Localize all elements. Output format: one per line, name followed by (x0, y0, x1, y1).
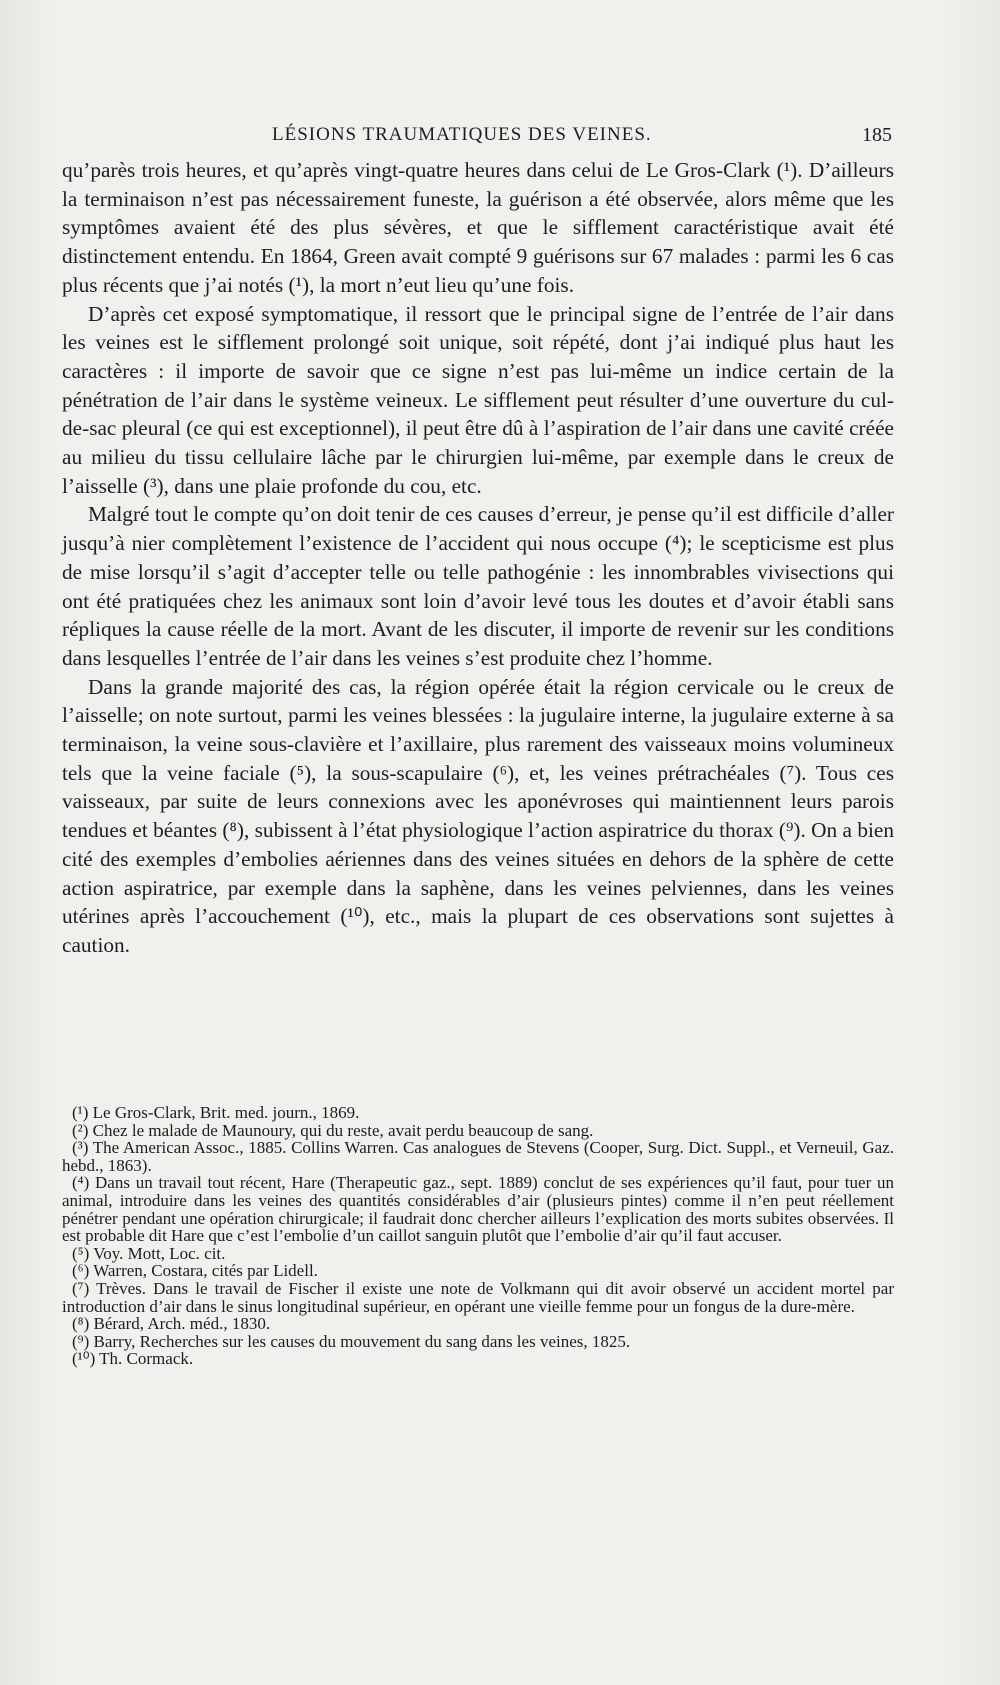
footnote: (⁴) Dans un travail tout récent, Hare (Therapeutic gaz., sept. 1889) conclut de ses expériences qu’il faut, pour tuer un animal, introduire dans les veines des quantités considérables d’air (plusieurs pintes) comme il n’en peut réellement pénétrer pendant une opération chirurgicale; il faudrait donc chercher ailleurs l’explication des morts subites observées. Il est probable dit Hare que c’est l’embolie d’un caillot sanguin plutôt que l’embolie d’air qu’il faut accuser. (62, 1173, 894, 1246)
paragraph: Malgré tout le compte qu’on doit tenir de ces causes d’erreur, je pense qu’il est difficile d’aller jusqu’à nier complètement l’existence de l’accident qui nous occupe (⁴); le scepticisme est plus de mise lorsqu’il s’agit d’accepter telle ou telle pathogénie : les innombrables vivisections qui ont été pratiquées chez les animaux sont loin d’avoir levé tous les doutes et d’avoir établi sans répliques la cause réelle de la mort. Avant de les discuter, il importe de revenir sur les conditions dans lesquelles l’entrée de l’air dans les veines s’est produite chez l’homme. (62, 502, 894, 670)
footnote: (³) The American Assoc., 1885. Collins Warren. Cas analogues de Stevens (Cooper, Surg. Dict. Suppl., et Verneuil, Gaz. hebd., 1863). (62, 1138, 894, 1175)
paragraph: D’après cet exposé symptomatique, il ressort que le principal signe de l’entrée de l’air dans les veines est le sifflement prolongé soit unique, soit répété, dont j’ai indiqué plus haut les caractères : il importe de savoir que ce signe n’est pas lui-même un indice certain de la pénétration de l’air dans le système veineux. Le sifflement peut résulter d’une ouverture du cul-de-sac pleural (ce qui est exceptionnel), il peut être dû à l’aspiration de l’air dans une cavité créée au milieu du tissu cellulaire lâche par le chirurgien lui-même, par exemple dans le creux de l’aisselle (³), dans une plaie profonde du cou, etc. (62, 301, 894, 498)
main-text (62, 156, 894, 960)
footnotes (62, 1104, 894, 1368)
running-title: LÉSIONS TRAUMATIQUES DES VEINES. (272, 124, 652, 145)
footnote: (¹⁰) Th. Cormack. (72, 1349, 194, 1369)
footnote: (²) Chez le malade de Maunoury, qui du reste, avait perdu beaucoup de sang. (72, 1120, 594, 1140)
page-number: 185 (862, 124, 892, 146)
paragraph: qu’parès trois heures, et qu’après vingt-quatre heures dans celui de Le Gros-Clark (¹). D’ailleurs la terminaison n’est pas nécessairement funeste, la guérison a été observée, alors même que les symptômes avaient été des plus sévères, et que le sifflement caractéristique avait été distinctement entendu. En 1864, Green avait compté 9 guérisons sur 67 malades : parmi les 6 cas plus récents que j’ai notés (¹), la mort n’eut lieu qu’une fois. (62, 158, 894, 297)
footnote: (¹) Le Gros-Clark, Brit. med. journ., 1869. (72, 1103, 360, 1122)
footnote: (⁹) Barry, Recherches sur les causes du mouvement du sang dans les veines, 1825. (72, 1331, 631, 1351)
footnote: (⁷) Trèves. Dans le travail de Fischer il existe une note de Volkmann qui dit avoir observé un accident mortel par introduction d’air dans le sinus longitudinal supérieur, en opérant une vieille femme pour un fongus de la dure-mère. (62, 1278, 894, 1316)
running-header (62, 124, 892, 150)
footnote: (⁵) Voy. Mott, Loc. cit. (72, 1243, 226, 1263)
footnote: (⁶) Warren, Costara, cités par Lidell. (72, 1261, 318, 1281)
footnote: (⁸) Bérard, Arch. méd., 1830. (72, 1314, 271, 1334)
paragraph: Dans la grande majorité des cas, la région opérée était la région cervicale ou le creux de l’aisselle; on note surtout, parmi les veines blessées : la jugulaire interne, la jugulaire externe à sa terminaison, la veine sous-clavière et l’axillaire, plus rarement des vaisseaux moins volumineux tels que la veine faciale (⁵), la sous-scapulaire (⁶), et, les veines prétrachéales (⁷). Tous ces vaisseaux, par suite de leurs connexions avec les aponévroses qui maintiennent leurs parois tendues et béantes (⁸), subissent à l’état physiologique l’action aspiratrice du thorax (⁹). On a bien cité des exemples d’embolies aériennes dans des veines situées en dehors de la sphère de cette action aspiratrice, par exemple dans la saphène, dans les veines pelviennes, dans les veines utérines après l’accouchement (¹⁰), etc., mais la plupart de ces observations sont sujettes à caution. (62, 674, 894, 957)
